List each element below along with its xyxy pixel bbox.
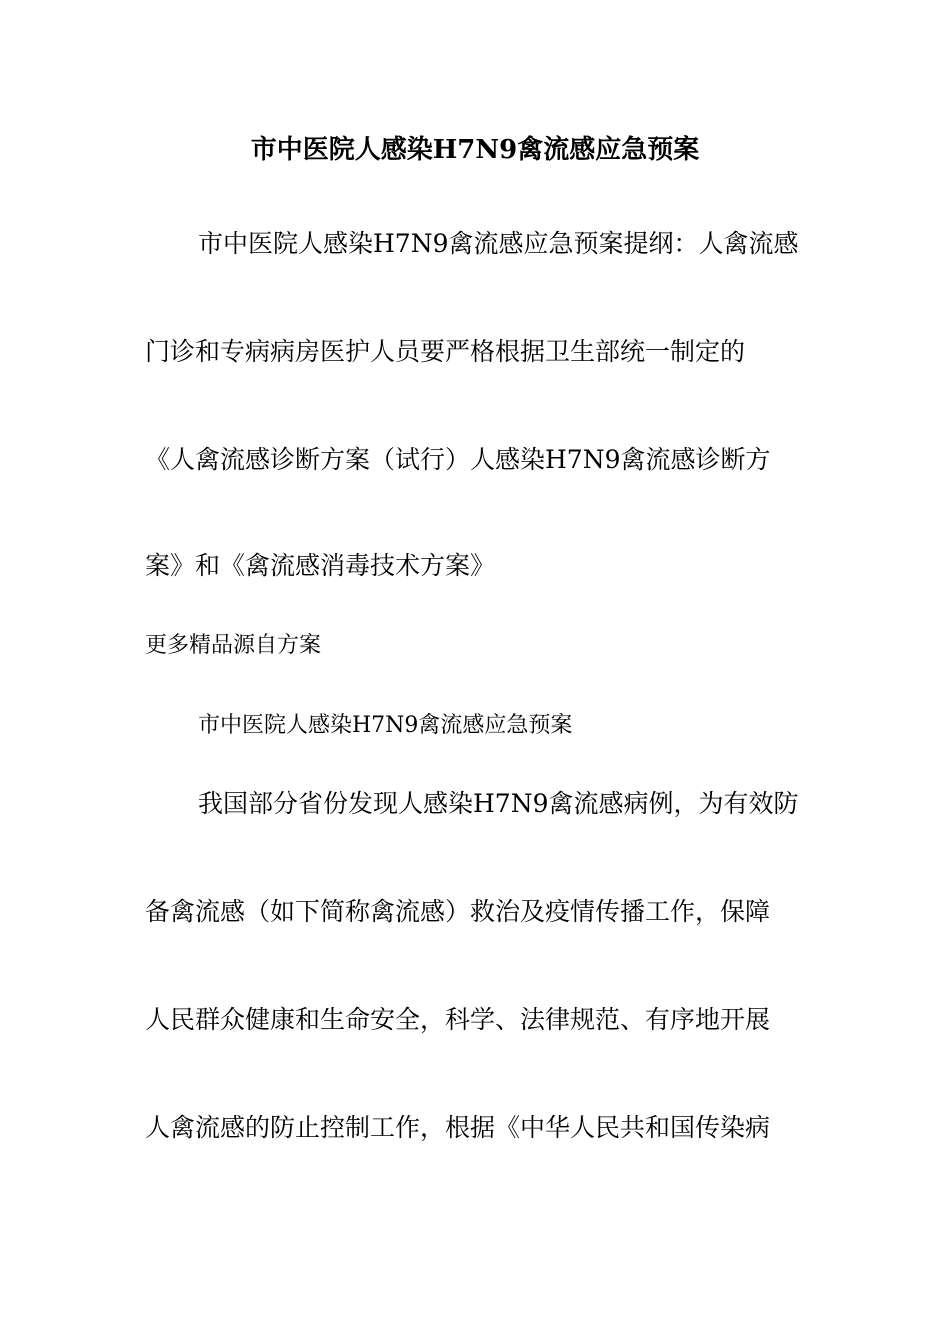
subtitle-line: 市中医院人感染H7N9禽流感应急预案 xyxy=(198,713,573,738)
paragraph-line: 我国部分省份发现人感染H7N9禽流感病例，为有效防 xyxy=(198,789,799,818)
paragraph-line: 人民群众健康和生命安全，科学、法律规范、有序地开展 xyxy=(145,1005,771,1034)
source-note: 更多精品源自方案 xyxy=(145,633,322,658)
paragraph-line: 市中医院人感染H7N9禽流感应急预案提纲：人禽流感 xyxy=(198,229,799,258)
paragraph-line: 人禽流感的防止控制工作，根据《中华人民共和国传染病 xyxy=(145,1113,771,1142)
paragraph-line: 《人禽流感诊断方案（试行）人感染H7N9禽流感诊断方 xyxy=(145,445,771,474)
paragraph-line: 门诊和专病病房医护人员要严格根据卫生部统一制定的 xyxy=(145,337,746,366)
paragraph-line: 备禽流感（如下简称禽流感）救治及疫情传播工作，保障 xyxy=(145,897,771,926)
paragraph-line: 案》和《禽流感消毒技术方案》 xyxy=(145,551,496,580)
document-title: 市中医院人感染H7N9禽流感应急预案 xyxy=(250,135,700,165)
